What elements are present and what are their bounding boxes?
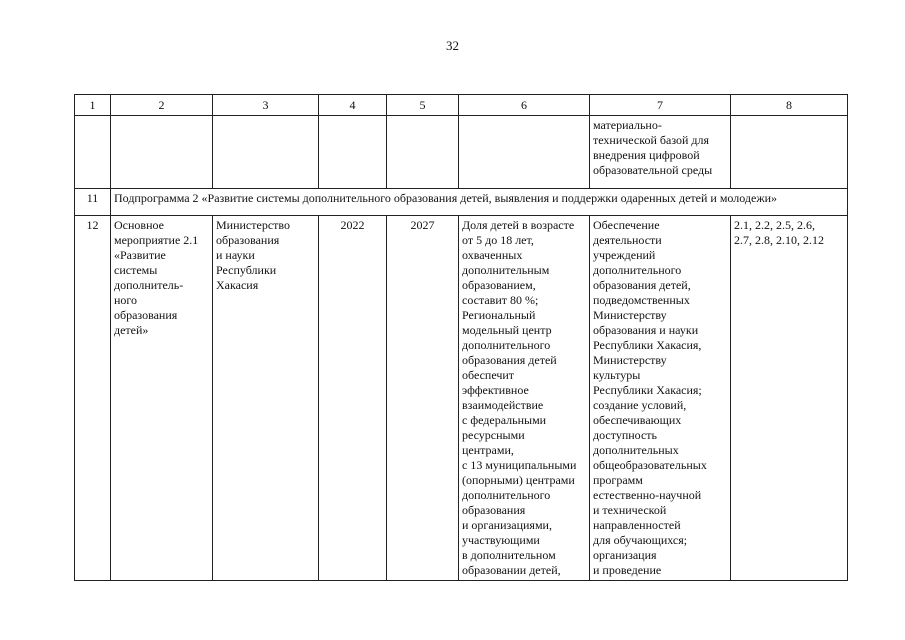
- row12-result-text: Доля детей в возрасте от 5 до 18 лет, охваченных дополнительным образованием, составит 80 %; Региональный модельный центр дополнительного образования детей обеспечит эффективное взаимодействие с федеральными ресурсными центрами, с 13 муниципальными (опорными) центрами дополнительного образования и организациями, участвующими в дополнительном образовании детей,: [462, 218, 577, 577]
- row12-directions: [590, 216, 731, 581]
- continuation-cell-2: [111, 116, 213, 189]
- subprogram-title: [111, 189, 848, 216]
- row12-executor-text: Министерство образования и науки Республики Хакасия: [216, 218, 290, 292]
- row12-directions-text: Обеспечение деятельности учреждений дополнительного образования детей, подведомственных Министерству образования и науки Республики Хакасия, Министерству культуры Республики Хакасия; создание условий, обеспечивающих доступность дополнительных общеобразовательных программ естественно-научной и технической направленностей для обучающихся; организация и проведение: [593, 218, 707, 577]
- continuation-cell-1: [75, 116, 111, 189]
- page-number: 32: [446, 38, 459, 53]
- table-row-12: [75, 216, 848, 581]
- row12-indicators-text: 2.1, 2.2, 2.5, 2.6, 2.7, 2.8, 2.10, 2.12: [734, 218, 824, 247]
- header-col-2: 2: [111, 95, 213, 116]
- continuation-row: [75, 116, 848, 189]
- continuation-directions-text: материально- технической базой для внедрения цифровой образовательной среды: [593, 118, 713, 177]
- row12-executor: [213, 216, 319, 581]
- continuation-cell-5: [387, 116, 459, 189]
- continuation-cell-3: [213, 116, 319, 189]
- header-col-7: 7: [590, 95, 731, 116]
- subprogram-number: 11: [75, 189, 111, 216]
- header-col-1: 1: [75, 95, 111, 116]
- row12-event-text: Основное мероприятие 2.1 «Развитие системы дополнитель- ного образования детей»: [114, 218, 199, 337]
- row12-start-year: 2022: [319, 216, 387, 581]
- row12-end-year: 2027: [387, 216, 459, 581]
- subprogram-row: [75, 189, 848, 216]
- row12-event: [111, 216, 213, 581]
- row12-number: 12: [75, 216, 111, 581]
- continuation-cell-7: [590, 116, 731, 189]
- program-table: [74, 94, 848, 581]
- continuation-cell-6: [459, 116, 590, 189]
- row12-indicators: [731, 216, 848, 581]
- header-col-4: 4: [319, 95, 387, 116]
- continuation-cell-8: [731, 116, 848, 189]
- header-col-5: 5: [387, 95, 459, 116]
- header-col-8: 8: [731, 95, 848, 116]
- continuation-cell-4: [319, 116, 387, 189]
- subprogram-title-text: Подпрограмма 2 «Развитие системы дополнительного образования детей, выявления и поддержки одаренных детей и молодежи»: [114, 191, 778, 205]
- row12-result: [459, 216, 590, 581]
- header-col-6: 6: [459, 95, 590, 116]
- header-row: [75, 95, 848, 116]
- header-col-3: 3: [213, 95, 319, 116]
